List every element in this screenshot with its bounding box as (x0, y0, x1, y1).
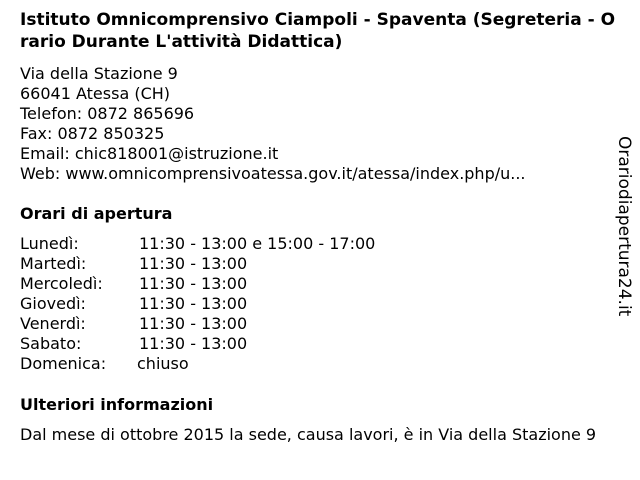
additional-info-text: Dal mese di ottobre 2015 la sede, causa lavori, è in Via della Stazione 9 (20, 425, 597, 444)
hours-row-friday (20, 314, 375, 334)
time-value: 11:30 - 13:00 (139, 254, 248, 273)
opening-hours-table (20, 234, 375, 374)
email-address: Email: chic818001@istruzione.it (20, 144, 279, 163)
page-title: Istituto Omnicomprensivo Ciampoli - Spaventa (Segreteria - Orario Durante L'attività Didattica) (20, 10, 616, 52)
day-label: Sabato: (20, 334, 82, 353)
time-value: chiuso (137, 354, 189, 373)
phone-number: Telefon: 0872 865696 (20, 104, 195, 123)
website-url: Web: www.omnicomprensivoatessa.gov.it/atessa/index.php/u... (20, 164, 526, 183)
contact-block (20, 64, 600, 184)
address-city: 66041 Atessa (CH) (20, 84, 171, 103)
day-label: Lunedì: (20, 234, 79, 253)
day-label: Venerdì: (20, 314, 86, 333)
fax-number: Fax: 0872 850325 (20, 124, 165, 143)
opening-hours-heading: Orari di apertura (20, 204, 173, 223)
time-value: 11:30 - 13:00 (139, 314, 248, 333)
side-brand-watermark: Orariodiapertura24.it (614, 136, 634, 317)
day-label: Mercoledì: (20, 274, 103, 293)
address-street: Via della Stazione 9 (20, 64, 178, 83)
day-label: Domenica: (20, 354, 107, 373)
hours-row-thursday (20, 294, 375, 314)
hours-row-wednesday (20, 274, 375, 294)
hours-row-saturday (20, 334, 375, 354)
time-value: 11:30 - 13:00 e 15:00 - 17:00 (139, 234, 376, 253)
time-value: 11:30 - 13:00 (139, 294, 248, 313)
day-label: Martedì: (20, 254, 87, 273)
day-label: Giovedì: (20, 294, 86, 313)
additional-info-heading: Ulteriori informazioni (20, 395, 214, 414)
hours-row-tuesday (20, 254, 375, 274)
hours-row-monday (20, 234, 375, 254)
hours-row-sunday (20, 354, 375, 374)
time-value: 11:30 - 13:00 (139, 274, 248, 293)
time-value: 11:30 - 13:00 (139, 334, 248, 353)
